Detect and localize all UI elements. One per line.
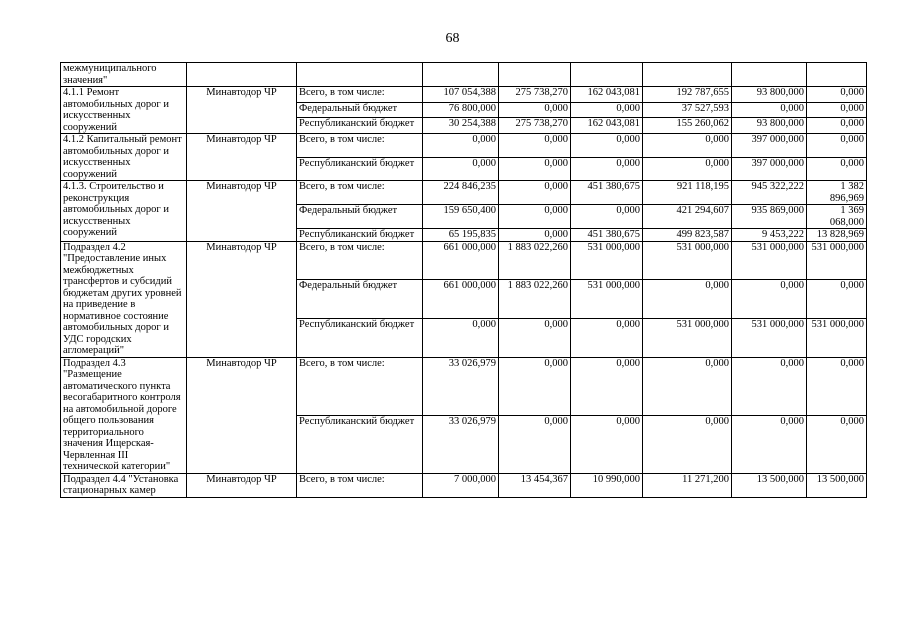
amount-cell: [732, 63, 807, 87]
amount-cell: 0,000: [807, 357, 867, 415]
amount-cell: [499, 63, 571, 87]
amount-cell: 0,000: [499, 357, 571, 415]
amount-cell: 421 294,607: [643, 205, 732, 229]
funding-source-cell: Федеральный бюджет: [297, 280, 423, 319]
table-row: [61, 87, 867, 103]
item-name-cell: Подраздел 4.3 "Размещение автоматического пункта весогабаритного контроля на автомобильной дороге общего пользования территориального значения Ищерская-Червленная III технической категории": [61, 357, 187, 473]
page-number: 68: [445, 31, 460, 46]
responsible-org-cell: Минавтодор ЧР: [187, 357, 297, 473]
amount-cell: 451 380,675: [571, 181, 643, 205]
table-row: [61, 241, 867, 280]
amount-cell: 275 738,270: [499, 118, 571, 134]
amount-cell: 155 260,062: [643, 118, 732, 134]
amount-cell: 0,000: [807, 102, 867, 118]
funding-source-cell: Всего, в том числе:: [297, 357, 423, 415]
amount-cell: 531 000,000: [571, 241, 643, 280]
amount-cell: 192 787,655: [643, 87, 732, 103]
amount-cell: 0,000: [807, 134, 867, 158]
amount-cell: 0,000: [807, 157, 867, 181]
funding-source-cell: Республиканский бюджет: [297, 318, 423, 357]
amount-cell: 0,000: [571, 415, 643, 473]
amount-cell: 0,000: [807, 87, 867, 103]
amount-cell: 0,000: [807, 415, 867, 473]
amount-cell: 275 738,270: [499, 87, 571, 103]
amount-cell: 0,000: [499, 318, 571, 357]
amount-cell: 531 000,000: [643, 318, 732, 357]
amount-cell: 0,000: [643, 357, 732, 415]
amount-cell: 531 000,000: [807, 318, 867, 357]
amount-cell: 0,000: [643, 134, 732, 158]
table-row: [61, 473, 867, 497]
amount-cell: 0,000: [643, 280, 732, 319]
amount-cell: 11 271,200: [643, 473, 732, 497]
amount-cell: 10 990,000: [571, 473, 643, 497]
funding-source-cell: Республиканский бюджет: [297, 415, 423, 473]
amount-cell: 0,000: [643, 157, 732, 181]
funding-source-cell: Всего, в том числе:: [297, 241, 423, 280]
amount-cell: 0,000: [571, 157, 643, 181]
responsible-org-cell: [187, 63, 297, 87]
responsible-org-cell: Минавтодор ЧР: [187, 181, 297, 242]
responsible-org-cell: Минавтодор ЧР: [187, 87, 297, 134]
amount-cell: 1 382 896,969: [807, 181, 867, 205]
amount-cell: 0,000: [423, 157, 499, 181]
amount-cell: 13 828,969: [807, 229, 867, 242]
amount-cell: 13 500,000: [807, 473, 867, 497]
funding-source-cell: [297, 63, 423, 87]
amount-cell: 0,000: [571, 134, 643, 158]
funding-source-cell: Всего, в том числе:: [297, 87, 423, 103]
amount-cell: 162 043,081: [571, 87, 643, 103]
amount-cell: 0,000: [643, 415, 732, 473]
amount-cell: 531 000,000: [732, 318, 807, 357]
amount-cell: 76 800,000: [423, 102, 499, 118]
responsible-org-cell: Минавтодор ЧР: [187, 473, 297, 497]
amount-cell: 0,000: [499, 102, 571, 118]
funding-source-cell: Республиканский бюджет: [297, 229, 423, 242]
item-name-cell: межмуниципального значения": [61, 63, 187, 87]
responsible-org-cell: Минавтодор ЧР: [187, 241, 297, 357]
amount-cell: 159 650,400: [423, 205, 499, 229]
amount-cell: 33 026,979: [423, 415, 499, 473]
amount-cell: 107 054,388: [423, 87, 499, 103]
amount-cell: 531 000,000: [643, 241, 732, 280]
amount-cell: 7 000,000: [423, 473, 499, 497]
amount-cell: 0,000: [571, 102, 643, 118]
amount-cell: 531 000,000: [807, 241, 867, 280]
table-row: [61, 357, 867, 415]
amount-cell: 921 118,195: [643, 181, 732, 205]
amount-cell: 531 000,000: [571, 280, 643, 319]
amount-cell: [643, 63, 732, 87]
amount-cell: 451 380,675: [571, 229, 643, 242]
amount-cell: 1 369 068,000: [807, 205, 867, 229]
funding-source-cell: Всего, в том числе:: [297, 473, 423, 497]
item-name-cell: 4.1.2 Капитальный ремонт автомобильных дорог и искусственных сооружений: [61, 134, 187, 181]
amount-cell: 397 000,000: [732, 134, 807, 158]
amount-cell: [423, 63, 499, 87]
table-row: [61, 181, 867, 205]
amount-cell: 0,000: [423, 318, 499, 357]
amount-cell: 93 800,000: [732, 118, 807, 134]
amount-cell: 0,000: [732, 102, 807, 118]
amount-cell: 935 869,000: [732, 205, 807, 229]
amount-cell: 0,000: [423, 134, 499, 158]
amount-cell: 0,000: [807, 118, 867, 134]
amount-cell: 93 800,000: [732, 87, 807, 103]
budget-table-body: [61, 63, 867, 498]
amount-cell: 33 026,979: [423, 357, 499, 415]
amount-cell: 0,000: [499, 229, 571, 242]
amount-cell: 13 500,000: [732, 473, 807, 497]
funding-source-cell: Федеральный бюджет: [297, 102, 423, 118]
funding-source-cell: Республиканский бюджет: [297, 157, 423, 181]
table-row: [61, 134, 867, 158]
budget-table: [60, 62, 867, 498]
funding-source-cell: Всего, в том числе:: [297, 134, 423, 158]
amount-cell: 0,000: [732, 357, 807, 415]
amount-cell: 945 322,222: [732, 181, 807, 205]
amount-cell: [807, 63, 867, 87]
amount-cell: 1 883 022,260: [499, 280, 571, 319]
amount-cell: 0,000: [807, 280, 867, 319]
amount-cell: 37 527,593: [643, 102, 732, 118]
amount-cell: 13 454,367: [499, 473, 571, 497]
amount-cell: 0,000: [571, 357, 643, 415]
amount-cell: 0,000: [499, 415, 571, 473]
amount-cell: 661 000,000: [423, 280, 499, 319]
amount-cell: 0,000: [571, 205, 643, 229]
amount-cell: 661 000,000: [423, 241, 499, 280]
item-name-cell: Подраздел 4.2 "Предоставление иных межбюджетных трансфертов и субсидий бюджетам других уровней на приведение в нормативное состояние автомобильных дорог и УДС городских агломераций": [61, 241, 187, 357]
amount-cell: 162 043,081: [571, 118, 643, 134]
amount-cell: 224 846,235: [423, 181, 499, 205]
amount-cell: 0,000: [499, 205, 571, 229]
item-name-cell: 4.1.3. Строительство и реконструкция автомобильных дорог и искусственных сооружений: [61, 181, 187, 242]
amount-cell: 65 195,835: [423, 229, 499, 242]
amount-cell: 531 000,000: [732, 241, 807, 280]
item-name-cell: 4.1.1 Ремонт автомобильных дорог и искусственных сооружений: [61, 87, 187, 134]
funding-source-cell: Республиканский бюджет: [297, 118, 423, 134]
amount-cell: 0,000: [499, 134, 571, 158]
table-row: [61, 63, 867, 87]
amount-cell: 9 453,222: [732, 229, 807, 242]
amount-cell: 397 000,000: [732, 157, 807, 181]
amount-cell: 1 883 022,260: [499, 241, 571, 280]
amount-cell: 0,000: [499, 157, 571, 181]
funding-source-cell: Федеральный бюджет: [297, 205, 423, 229]
amount-cell: 499 823,587: [643, 229, 732, 242]
amount-cell: [571, 63, 643, 87]
amount-cell: 0,000: [732, 280, 807, 319]
amount-cell: 30 254,388: [423, 118, 499, 134]
amount-cell: 0,000: [732, 415, 807, 473]
amount-cell: 0,000: [571, 318, 643, 357]
responsible-org-cell: Минавтодор ЧР: [187, 134, 297, 181]
funding-source-cell: Всего, в том числе:: [297, 181, 423, 205]
item-name-cell: Подраздел 4.4 "Установка стационарных камер: [61, 473, 187, 497]
amount-cell: 0,000: [499, 181, 571, 205]
